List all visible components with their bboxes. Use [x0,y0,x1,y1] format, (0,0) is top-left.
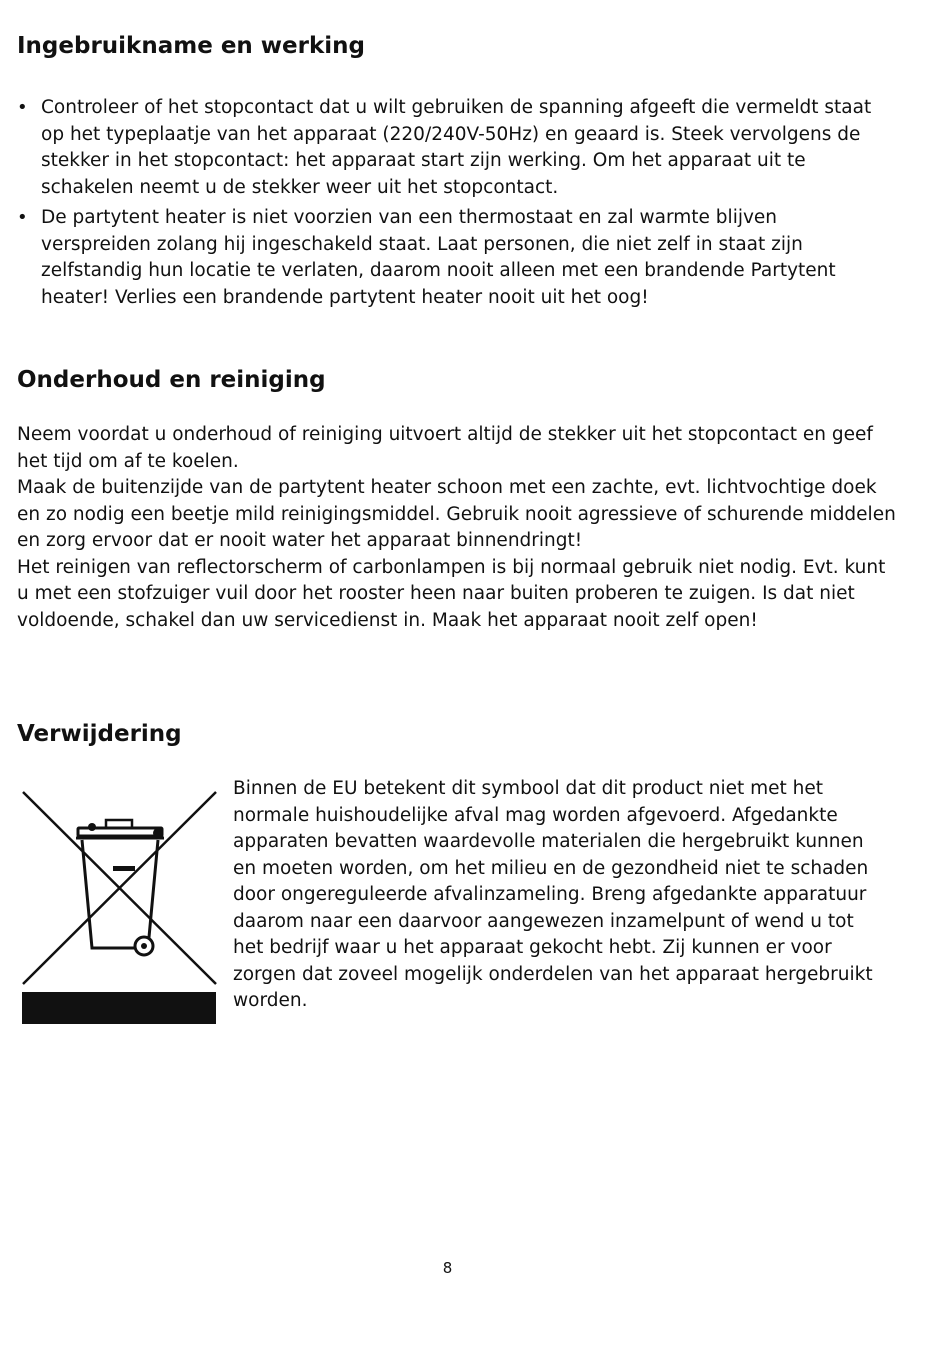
onderhoud-text [17,422,897,634]
heading-ingebruikname: Ingebruikname en werking [17,33,366,59]
bullet-icon: • [17,97,28,118]
bullet-icon: • [17,207,28,228]
list-item [17,205,887,311]
heading-verwijdering: Verwijdering [17,721,182,747]
list-item [17,95,887,201]
verwijdering-text: Binnen de EU betekent dit symbool dat dit product niet met het normale huishoudelijke afval mag worden afgevoerd. Afgedankte apparaten bevatten waardevolle materialen die hergebruikt kunnen en moeten worden, om het milieu en de gezondheid niet te schaden door ongereguleerde afvalinzameling. Breng afgedankte apparatuur daarom naar een daarvoor aangewezen inzamelpunt of wend u tot het bedrijf waar u het apparaat gekocht hebt. Zij kunnen er voor zorgen dat zoveel mogelijk onderdelen van het apparaat hergebruikt worden. [233,778,873,1011]
paragraph: Maak de buitenzijde van de partytent heater schoon met een zachte, evt. lichtvochtige doek en zo nodig een beetje mild reinigingsmiddel. Gebruik nooit agressieve of schurende middelen en zorg ervoor dat er nooit water het apparaat binnendringt! [17,477,896,551]
heading-onderhoud: Onderhoud en reiniging [17,367,326,393]
bullet-list-ingebruikname [17,95,887,315]
paragraph: Het reinigen van reflectorscherm of carbonlampen is bij normaal gebruik niet nodig. Evt. kunt u met een stofzuiger vuil door het rooster heen naar buiten proberen te zuigen. Is dat niet voldoende, schakel dan uw servicedienst in. Maak het apparaat nooit zelf open! [17,556,886,631]
bullet-text: De partytent heater is niet voorzien van een thermostaat en zal warmte blijven verspreiden zolang hij ingeschakeld staat. Laat personen, die niet zelf in staat zijn zelfstandig hun locatie te verlaten, daarom nooit alleen met een brandende Partytent heater! Verlies een brandende partytent heater nooit uit het oog! [41,207,836,308]
page-number: 8 [442,1259,453,1277]
paragraph: Neem voordat u onderhoud of reiniging uitvoert altijd de stekker uit het stopcontact en geef het tijd om af te koelen. [17,424,873,472]
weee-crossed-out-bin-icon [20,788,218,1026]
bullet-text: Controleer of het stopcontact dat u wilt gebruiken de spanning afgeeft die vermeldt staat op het typeplaatje van het apparaat (220/240V-50Hz) en geaard is. Steek vervolgens de stekker in het stopcontact: het apparaat start zijn werking. Om het apparaat uit te schakelen neemt u de stekker weer uit het stopcontact. [41,97,872,198]
